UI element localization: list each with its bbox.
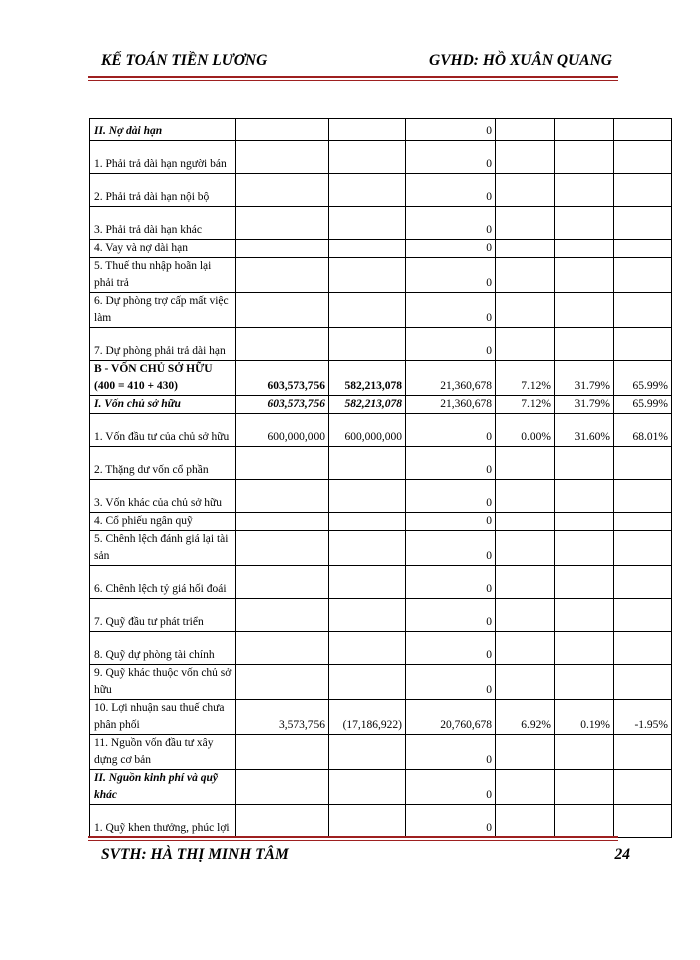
row-label: 1. Vốn đầu tư của chủ sở hữu [90, 414, 236, 447]
row-label: 4. Vay và nợ dài hạn [90, 240, 236, 258]
table-row: 7. Dự phòng phải trả dài hạn 0 [90, 328, 672, 361]
table-row: 8. Quỹ dự phòng tài chính 0 [90, 632, 672, 665]
table-row: 2. Thặng dư vốn cổ phần 0 [90, 447, 672, 480]
header-rule-thin [88, 80, 618, 81]
table-row: 5. Thuế thu nhập hoãn lại phải trả 0 [90, 258, 672, 293]
page-number: 24 [614, 846, 630, 863]
table-row: II. Nợ dài hạn 0 [90, 119, 672, 141]
table-row: 1. Vốn đầu tư của chủ sở hữu 600,000,000 600,000,000 0 0.00% 31.60% 68.01% [90, 414, 672, 447]
row-label: 3. Vốn khác của chủ sở hữu [90, 480, 236, 513]
table-row: 4. Vay và nợ dài hạn 0 [90, 240, 672, 258]
footer-rule-thin [88, 840, 618, 841]
table-row: 1. Phải trả dài hạn người bán 0 [90, 141, 672, 174]
row-label: 1. Phải trả dài hạn người bán [90, 141, 236, 174]
row-label: 9. Quỹ khác thuộc vốn chủ sở hữu [90, 665, 236, 700]
table-row: 2. Phải trả dài hạn nội bộ 0 [90, 174, 672, 207]
row-label: 7. Dự phòng phải trả dài hạn [90, 328, 236, 361]
row-label: II. Nguồn kinh phí và quỹ khác [90, 770, 236, 805]
header-rule-thick [88, 76, 618, 78]
table-row: 11. Nguồn vốn đầu tư xây dựng cơ bản 0 [90, 735, 672, 770]
row-label: 2. Phải trả dài hạn nội bộ [90, 174, 236, 207]
table-row: 3. Phải trả dài hạn khác 0 [90, 207, 672, 240]
row-label: 7. Quỹ đầu tư phát triển [90, 599, 236, 632]
table-row: I. Vốn chủ sở hữu 603,573,756 582,213,078 21,360,678 7.12% 31.79% 65.99% [90, 396, 672, 414]
table-row: 6. Dự phòng trợ cấp mất việc làm 0 [90, 293, 672, 328]
row-label: 8. Quỹ dự phòng tài chính [90, 632, 236, 665]
row-label: 5. Thuế thu nhập hoãn lại phải trả [90, 258, 236, 293]
table-row: 5. Chênh lệch đánh giá lại tài sản 0 [90, 531, 672, 566]
table-row: 6. Chênh lệch tỷ giá hối đoái 0 [90, 566, 672, 599]
header-advisor: GVHD: HỒ XUÂN QUANG [429, 52, 612, 69]
table-row: 10. Lợi nhuận sau thuế chưa phân phối 3,573,756 (17,186,922) 20,760,678 6.92% 0.19% -1.95% [90, 700, 672, 735]
footer-rule-thick [88, 836, 618, 838]
row-label: 5. Chênh lệch đánh giá lại tài sản [90, 531, 236, 566]
balance-sheet-table [89, 118, 672, 838]
table-row: 4. Cổ phiếu ngân quỹ 0 [90, 513, 672, 531]
header-title: KẾ TOÁN TIỀN LƯƠNG [101, 52, 268, 69]
table-row: 9. Quỹ khác thuộc vốn chủ sở hữu 0 [90, 665, 672, 700]
table-row: 7. Quỹ đầu tư phát triển 0 [90, 599, 672, 632]
footer-student: SVTH: HÀ THỊ MINH TÂM [101, 846, 289, 863]
row-label: 6. Dự phòng trợ cấp mất việc làm [90, 293, 236, 328]
row-label: 1. Quỹ khen thưởng, phúc lợi [90, 805, 236, 838]
row-label: B - VỐN CHỦ SỞ HỮU (400 = 410 + 430) [90, 361, 236, 396]
table-row: B - VỐN CHỦ SỞ HỮU (400 = 410 + 430) 603,573,756 582,213,078 21,360,678 7.12% 31.79% 65.99% [90, 361, 672, 396]
table-row: 3. Vốn khác của chủ sở hữu 0 [90, 480, 672, 513]
row-label: I. Vốn chủ sở hữu [90, 396, 236, 414]
row-label: 4. Cổ phiếu ngân quỹ [90, 513, 236, 531]
table-row: II. Nguồn kinh phí và quỹ khác 0 [90, 770, 672, 805]
row-label: II. Nợ dài hạn [90, 119, 236, 141]
row-label: 2. Thặng dư vốn cổ phần [90, 447, 236, 480]
table-row: 1. Quỹ khen thưởng, phúc lợi 0 [90, 805, 672, 838]
row-label: 3. Phải trả dài hạn khác [90, 207, 236, 240]
row-label: 10. Lợi nhuận sau thuế chưa phân phối [90, 700, 236, 735]
row-label: 11. Nguồn vốn đầu tư xây dựng cơ bản [90, 735, 236, 770]
row-label: 6. Chênh lệch tỷ giá hối đoái [90, 566, 236, 599]
